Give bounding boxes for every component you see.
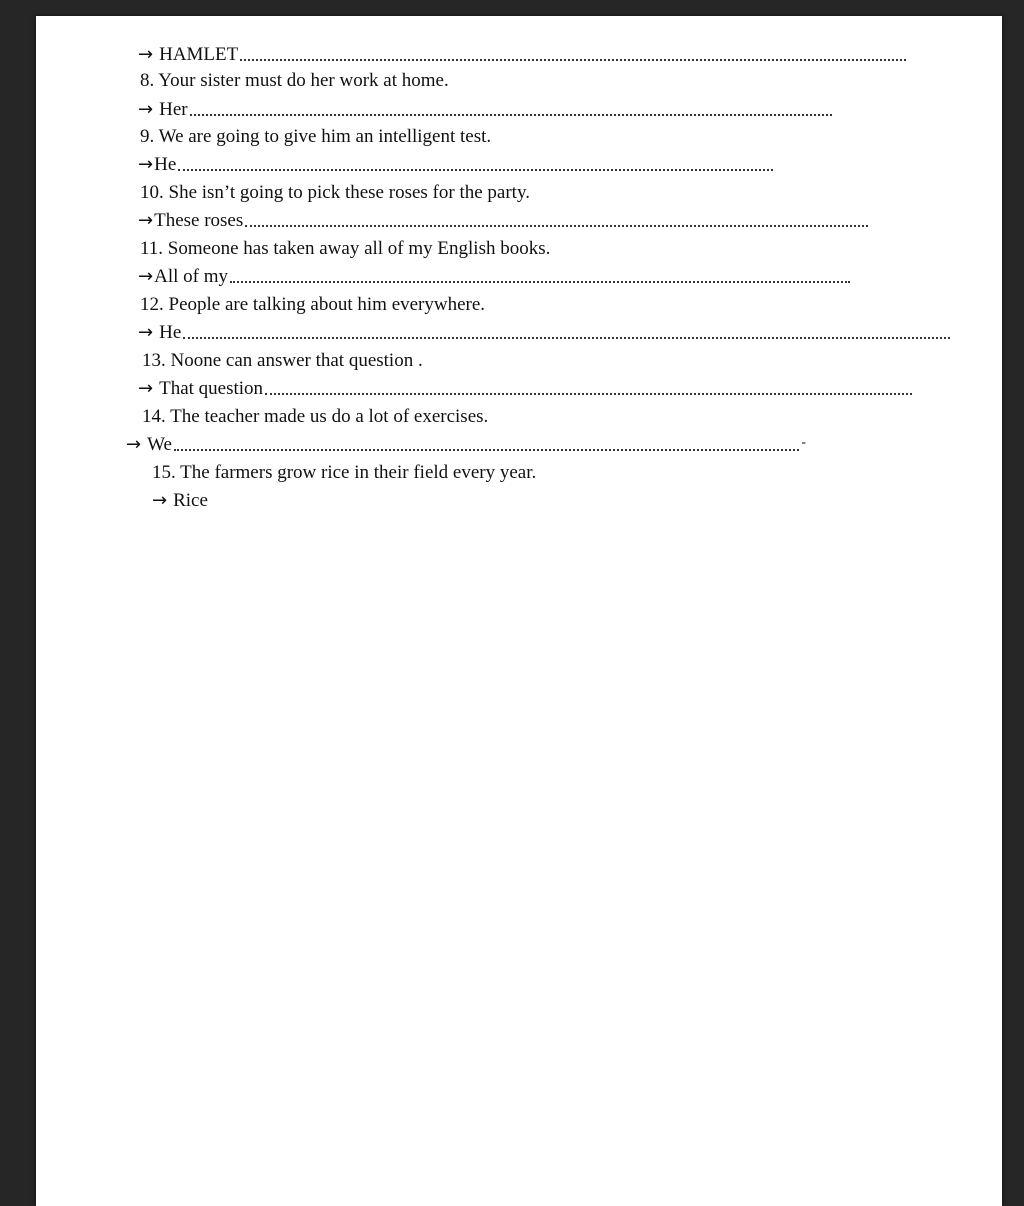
answer-prompt: Her: [159, 99, 188, 120]
question-11: [140, 234, 550, 260]
answer-prompt: Rice: [173, 490, 208, 511]
question-text: 12. People are talking about him everywhere.: [140, 294, 486, 315]
answer-prompt: That question: [159, 378, 264, 399]
answer-blank[interactable]: [230, 281, 850, 283]
arrow-icon: →: [138, 322, 154, 343]
question-text: 15. The farmers grow rice in their field every year.: [152, 462, 537, 483]
question-text: 13. Noone can answer that question .: [142, 350, 423, 371]
answer-blank[interactable]: [174, 449, 799, 451]
answer-blank[interactable]: [178, 169, 773, 171]
answer-prompt: These roses: [154, 210, 244, 231]
answer-blank[interactable]: [265, 393, 912, 395]
arrow-icon: →: [138, 44, 154, 65]
answer-line-12: [138, 318, 950, 344]
answer-prompt: He: [154, 154, 177, 175]
question-12: [140, 290, 485, 316]
answer-prompt: All of my: [154, 266, 228, 287]
question-text: 10. She isn’t going to pick these roses for the party.: [140, 182, 530, 203]
answer-line-8: [138, 95, 832, 121]
arrow-icon: →: [138, 378, 154, 399]
question-text: 11. Someone has taken away all of my English books.: [140, 238, 551, 259]
question-14: [142, 402, 488, 428]
document-page: [36, 16, 1002, 1206]
answer-line-15: [152, 486, 208, 512]
answer-blank[interactable]: [183, 337, 950, 339]
answer-line-13: [138, 374, 912, 400]
answer-line-14: [126, 430, 806, 456]
answer-prompt: He: [159, 322, 182, 343]
arrow-icon: →: [152, 490, 168, 511]
question-10: [140, 178, 530, 204]
question-text: 9. We are going to give him an intelligent test.: [140, 126, 492, 147]
answer-line-10: [138, 206, 868, 232]
answer-blank[interactable]: [190, 114, 832, 116]
answer-line-9: [138, 150, 773, 176]
question-text: 8. Your sister must do her work at home.: [140, 70, 449, 91]
answer-blank[interactable]: [245, 225, 868, 227]
trailing-dash: -: [801, 435, 806, 450]
question-13: [142, 346, 423, 372]
arrow-icon: →: [126, 434, 142, 455]
question-9: [140, 122, 491, 148]
arrow-icon: →: [138, 266, 154, 287]
question-text: 14. The teacher made us do a lot of exercises.: [142, 406, 489, 427]
answer-line-11: [138, 262, 850, 288]
answer-prompt: HAMLET: [159, 44, 239, 65]
answer-line-hamlet: [138, 40, 906, 66]
answer-blank[interactable]: [240, 59, 906, 61]
arrow-icon: →: [138, 99, 154, 120]
answer-prompt: We: [147, 434, 172, 455]
question-8: [140, 66, 449, 92]
question-15: [152, 458, 536, 484]
arrow-icon: →: [138, 210, 154, 231]
arrow-icon: →: [138, 154, 154, 175]
